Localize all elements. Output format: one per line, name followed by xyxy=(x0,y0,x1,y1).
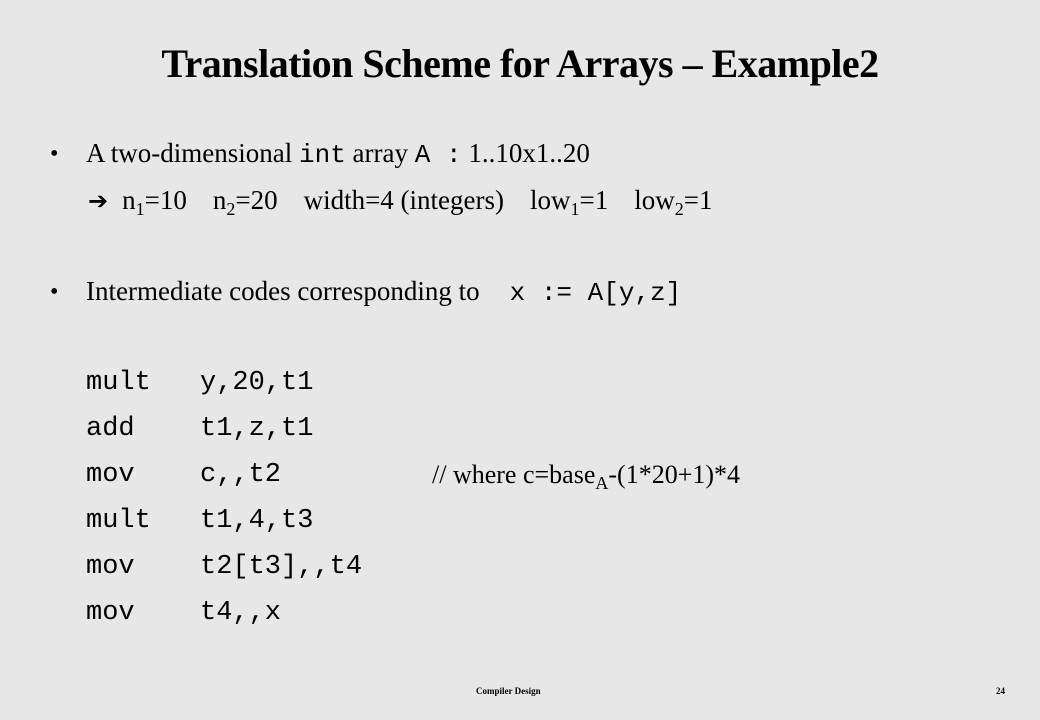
code-args: t1,z,t1 xyxy=(200,414,314,444)
bullet-1-array-word: array xyxy=(352,138,408,168)
bullet-marker-2: • xyxy=(50,279,59,305)
dimensions-line xyxy=(88,184,712,217)
bullet-2-line xyxy=(86,275,681,309)
code-row xyxy=(86,505,313,537)
code-assignment: x := A[y,z] xyxy=(509,278,682,308)
code-args: y,20,t1 xyxy=(200,368,314,398)
code-row xyxy=(86,413,313,445)
array-range: 1..10x1..20 xyxy=(468,138,590,168)
slide-title: Translation Scheme for Arrays – Example2 xyxy=(161,41,879,86)
code-op: mult xyxy=(86,368,151,398)
code-args: t2[t3],,t4 xyxy=(200,552,363,582)
code-array-decl: A : xyxy=(414,140,462,170)
code-args: t1,4,t3 xyxy=(200,506,314,536)
code-row xyxy=(86,367,313,399)
code-op: mov xyxy=(86,460,135,490)
bullet-1-line xyxy=(86,137,590,171)
code-int: int xyxy=(298,140,346,170)
footer-course: Compiler Design xyxy=(476,686,541,696)
arrow-right-icon: ➔ xyxy=(88,187,109,215)
bullet-marker-1: • xyxy=(50,141,59,167)
code-row xyxy=(86,459,281,491)
code-op: add xyxy=(86,414,135,444)
low2: low$_2$=1 xyxy=(634,185,713,219)
bullet-2-text: Intermediate codes corresponding to xyxy=(86,276,480,306)
code-args: c,,t2 xyxy=(200,460,282,490)
code-op: mult xyxy=(86,506,151,536)
code-row xyxy=(86,551,362,583)
code-row xyxy=(86,597,281,629)
n1: $n_1=10$ xyxy=(122,185,187,219)
code-op: mov xyxy=(86,598,135,628)
code-args: t4,,x xyxy=(200,598,282,628)
low1: low$_1$=1 xyxy=(530,185,609,219)
code-op: mov xyxy=(86,552,135,582)
footer-page-number: 24 xyxy=(996,686,1005,696)
width-value: width=4 (integers) xyxy=(303,185,505,215)
code-comment: // where c=base$_A$-(1*20+1)*4 xyxy=(432,460,741,493)
bullet-1-text: A two-dimensional xyxy=(86,138,293,168)
n2: $n_2=20$ xyxy=(212,185,278,219)
